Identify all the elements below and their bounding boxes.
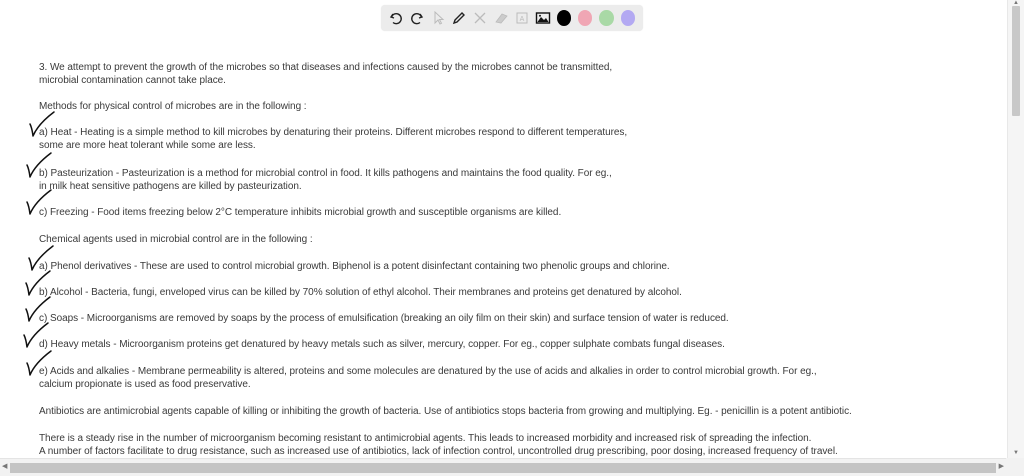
undo-icon (388, 10, 404, 26)
vertical-scroll-thumb[interactable] (1012, 6, 1020, 116)
text-line: a) Heat - Heating is a simple method to kill microbes by denaturing their proteins. Different microbes respond to different temperatures, (39, 127, 628, 138)
text-line: Chemical agents used in microbial control are in the following : (39, 234, 313, 245)
pen-icon (451, 10, 467, 26)
text-button[interactable] (513, 8, 531, 28)
scroll-up-arrow-icon[interactable]: ▲ (1013, 0, 1019, 6)
text-line: c) Freezing - Food items freezing below 2°C temperature inhibits microbial growth and susceptible organisms are killed. (39, 207, 562, 218)
horizontal-scroll-thumb[interactable] (10, 463, 996, 473)
scroll-left-arrow-icon[interactable]: ◀ (2, 463, 8, 470)
checkmark-icon (25, 349, 53, 377)
text-line: d) Heavy metals - Microorganism proteins get denatured by heavy metals such as silver, mercury, copper. For eg., copper sulphate combats fungal diseases. (39, 339, 725, 350)
text-line: Methods for physical control of microbes are in the following : (39, 101, 307, 112)
checkmark-icon (24, 269, 52, 297)
text-icon (514, 10, 530, 26)
checkmark-icon (27, 244, 55, 272)
text-line: There is a steady rise in the number of microorganism becoming resistant to antimicrobial agents. This leads to increased morbidity and increased risk of spreading the infection. (39, 433, 812, 444)
text-line: A number of factors facilitate to drug resistance, such as increased use of antibiotics, lack of infection control, uncontrolled drug prescribing, poor dosing, increased frequency of travel. (39, 446, 838, 457)
select-button[interactable] (429, 8, 447, 28)
color-swatch-green[interactable] (599, 10, 613, 26)
checkmark-icon (22, 321, 50, 349)
select-icon (430, 10, 446, 26)
checkmark-icon (25, 151, 53, 179)
redo-icon (409, 10, 425, 26)
tools-icon (472, 10, 488, 26)
text-line: 3. We attempt to prevent the growth of the microbes so that diseases and infections caused by the microbes cannot be transmitted, (39, 62, 613, 73)
text-line: b) Pasteurization - Pasteurization is a method for microbial control in food. It kills pathogens and maintains the food quality. For eg., (39, 168, 612, 179)
scroll-right-arrow-icon[interactable]: ▶ (998, 463, 1004, 470)
horizontal-scrollbar[interactable] (0, 458, 1006, 476)
color-swatch-black[interactable] (557, 10, 571, 26)
eraser-icon (493, 10, 509, 26)
text-line: b) Alcohol - Bacteria, fungi, enveloped virus can be killed by 70% solution of ethyl alcohol. Their membranes and proteins get denatured by alcohol. (39, 287, 682, 298)
image-button[interactable] (534, 8, 552, 28)
drawing-toolbar (381, 5, 643, 31)
text-line: in milk heat sensitive pathogens are killed by pasteurization. (39, 181, 302, 192)
redo-button[interactable] (408, 8, 426, 28)
checkmark-icon (28, 110, 56, 138)
color-swatch-purple[interactable] (621, 10, 635, 26)
checkmark-icon (25, 188, 53, 216)
text-line: Antibiotics are antimicrobial agents capable of killing or inhibiting the growth of bacteria. Use of antibiotics stops bacteria from growing and multiplying. Eg. - penicillin is a potent antibiotic. (39, 406, 852, 417)
scroll-down-arrow-icon[interactable]: ▼ (1013, 450, 1019, 456)
text-line: c) Soaps - Microorganisms are removed by soaps by the process of emulsification (breaking an oily film on their skin) and surface tension of water is reduced. (39, 313, 729, 324)
svg-text:A: A (519, 16, 525, 23)
eraser-button[interactable] (492, 8, 510, 28)
color-swatch-pink[interactable] (578, 10, 592, 26)
pen-button[interactable] (450, 8, 468, 28)
image-icon (535, 10, 551, 26)
tools-button[interactable] (471, 8, 489, 28)
text-line: a) Phenol derivatives - These are used to control microbial growth. Biphenol is a potent disinfectant containing two phenolic groups and chlorine. (39, 261, 670, 272)
scrollbar-corner (1006, 458, 1024, 476)
vertical-scrollbar[interactable] (1007, 0, 1024, 458)
text-line: microbial contamination cannot take place. (39, 75, 226, 86)
undo-button[interactable] (387, 8, 405, 28)
text-line: some are more heat tolerant while some are less. (39, 140, 256, 151)
text-line: calcium propionate is used as food preservative. (39, 379, 251, 390)
text-line: e) Acids and alkalies - Membrane permeability is altered, proteins and some molecules are denatured by the use of acids and alkalies in order to control microbial growth. For eg., (39, 366, 817, 377)
checkmark-icon (24, 295, 52, 323)
document-canvas[interactable] (0, 36, 1006, 458)
